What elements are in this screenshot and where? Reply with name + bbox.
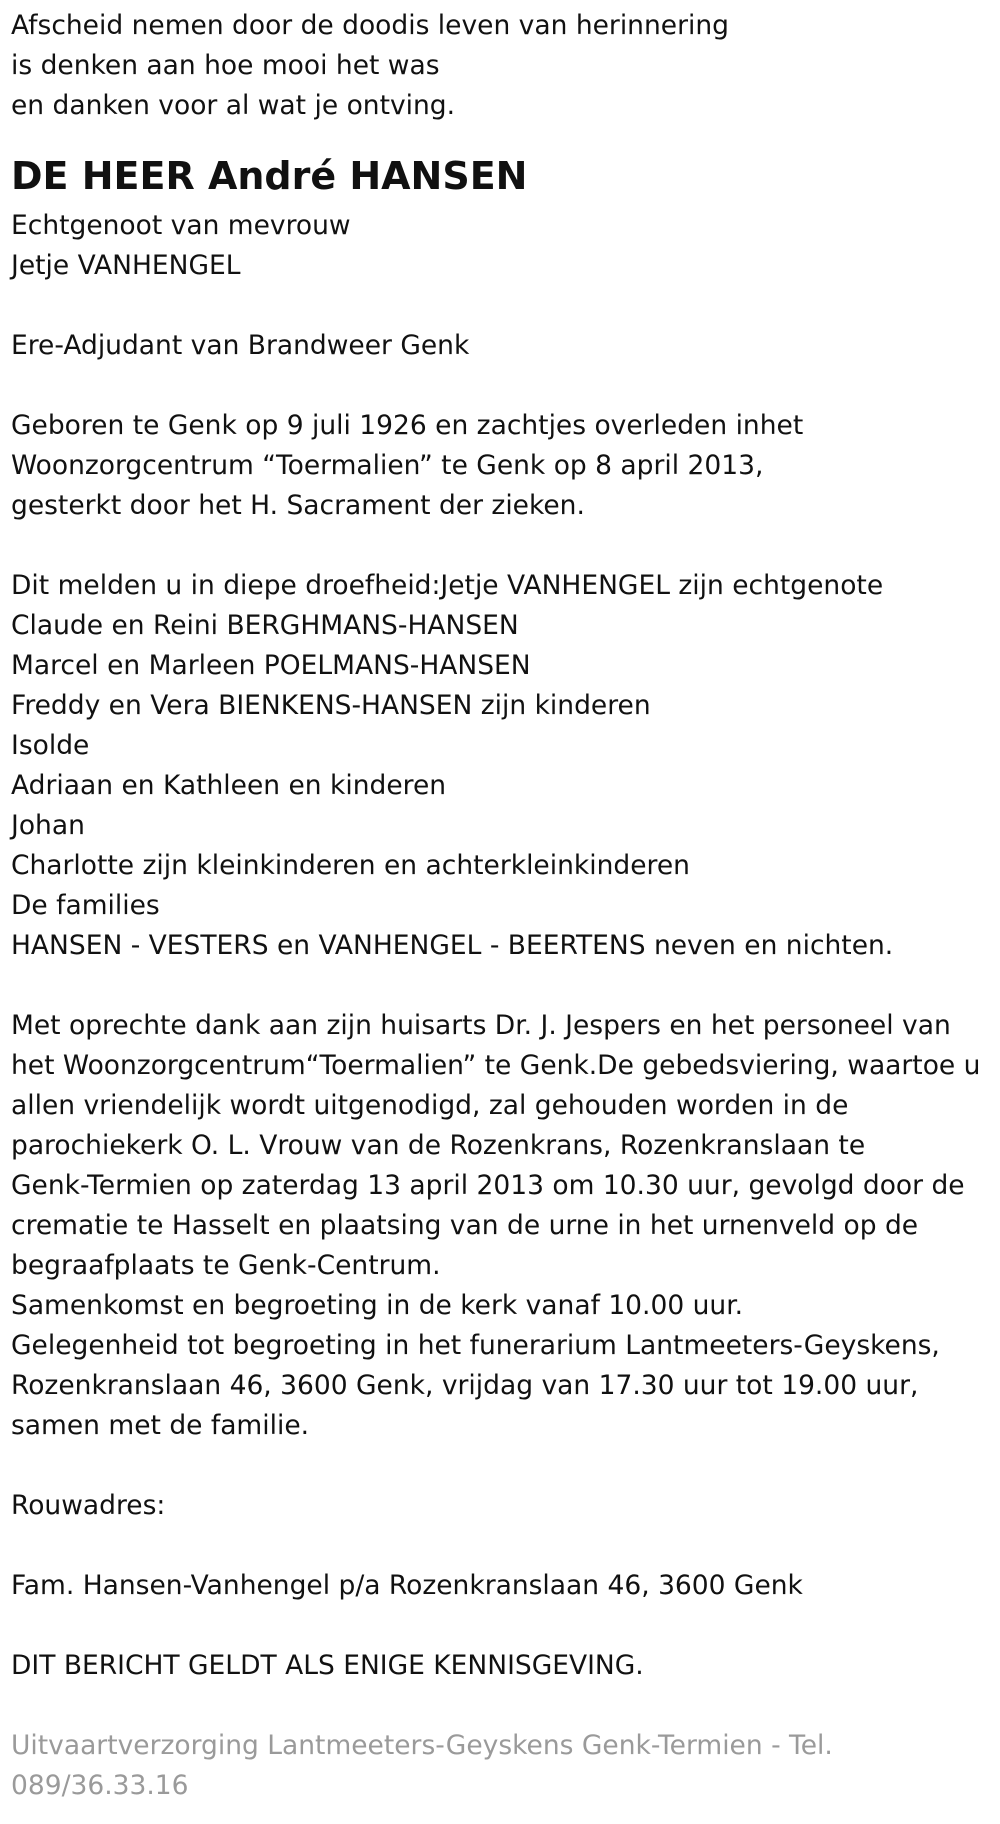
spacer: [11, 286, 1000, 326]
notice-statement: DIT BERICHT GELDT ALS ENIGE KENNISGEVING.: [11, 1650, 644, 1681]
ceremony-line: Rozenkranslaan 46, 3600 Genk, vrijdag van 17.30 uur tot 19.00 uur,: [11, 1370, 919, 1401]
ceremony-line: Samenkomst en begroeting in de kerk vanaf 10.00 uur.: [11, 1290, 744, 1321]
spacer: [11, 1686, 1000, 1726]
family-line: HANSEN - VESTERS en VANHENGEL - BEERTENS neven en nichten.: [11, 930, 894, 961]
spacer: [11, 366, 1000, 406]
family-line: Marcel en Marleen POELMANS-HANSEN: [11, 650, 531, 681]
poem-line: Afscheid nemen door de doodis leven van herinnering: [11, 10, 729, 41]
ceremony-line: samen met de familie.: [11, 1410, 310, 1441]
spacer: [11, 1446, 1000, 1486]
deceased-name-title: DE HEER André HANSEN: [11, 154, 528, 198]
ceremony-info: [11, 1006, 1000, 1446]
ceremony-line: Met oprechte dank aan zijn huisarts Dr. J. Jespers en het personeel van: [11, 1010, 951, 1041]
spouse-info: [11, 206, 1000, 286]
spouse-line: Echtgenoot van mevrouw: [11, 210, 351, 241]
family-line: De families: [11, 890, 160, 921]
footer-line: Uitvaartverzorging Lantmeeters-Geyskens Genk-Termien - Tel.: [11, 1730, 833, 1761]
poem: [11, 6, 1000, 126]
family-line: Adriaan en Kathleen en kinderen: [11, 770, 447, 801]
ceremony-line: allen vriendelijk wordt uitgenodigd, zal gehouden worden in de: [11, 1090, 849, 1121]
family-list: [11, 566, 1000, 966]
birth-death-line: gesterkt door het H. Sacrament der zieken.: [11, 490, 585, 521]
honorary-rank: Ere-Adjudant van Brandweer Genk: [11, 330, 470, 361]
family-line: Claude en Reini BERGHMANS-HANSEN: [11, 610, 519, 641]
ceremony-line: Genk-Termien op zaterdag 13 april 2013 om 10.30 uur, gevolgd door de: [11, 1170, 965, 1201]
poem-line: en danken voor al wat je ontving.: [11, 90, 456, 121]
birth-death-line: Geboren te Genk op 9 juli 1926 en zachtjes overleden inhet: [11, 410, 804, 441]
spacer: [11, 1526, 1000, 1566]
ceremony-line: Gelegenheid tot begroeting in het funerarium Lantmeeters-Geyskens,: [11, 1330, 940, 1361]
spacer: [11, 1606, 1000, 1646]
spacer: [11, 966, 1000, 1006]
poem-line: is denken aan hoe mooi het was: [11, 50, 440, 81]
ceremony-line: begraafplaats te Genk-Centrum.: [11, 1250, 441, 1281]
ceremony-line: het Woonzorgcentrum“Toermalien” te Genk.De gebedsviering, waartoe u: [11, 1050, 981, 1081]
spacer: [11, 526, 1000, 566]
footer-line: 089/36.33.16: [11, 1770, 189, 1801]
ceremony-line: parochiekerk O. L. Vrouw van de Rozenkrans, Rozenkranslaan te: [11, 1130, 866, 1161]
ceremony-line: crematie te Hasselt en plaatsing van de urne in het urnenveld op de: [11, 1210, 919, 1241]
mourning-address: Fam. Hansen-Vanhengel p/a Rozenkranslaan 46, 3600 Genk: [11, 1570, 803, 1601]
family-line: Dit melden u in diepe droefheid:Jetje VANHENGEL zijn echtgenote: [11, 570, 884, 601]
family-line: Freddy en Vera BIENKENS-HANSEN zijn kinderen: [11, 690, 651, 721]
family-line: Isolde: [11, 730, 90, 761]
birth-death-info: [11, 406, 1000, 526]
funeral-director-footer: [11, 1726, 1000, 1806]
spouse-line: Jetje VANHENGEL: [11, 250, 241, 281]
family-line: Charlotte zijn kleinkinderen en achterkleinkinderen: [11, 850, 690, 881]
address-label: Rouwadres:: [11, 1490, 166, 1521]
family-line: Johan: [11, 810, 85, 841]
birth-death-line: Woonzorgcentrum “Toermalien” te Genk op 8 april 2013,: [11, 450, 764, 481]
